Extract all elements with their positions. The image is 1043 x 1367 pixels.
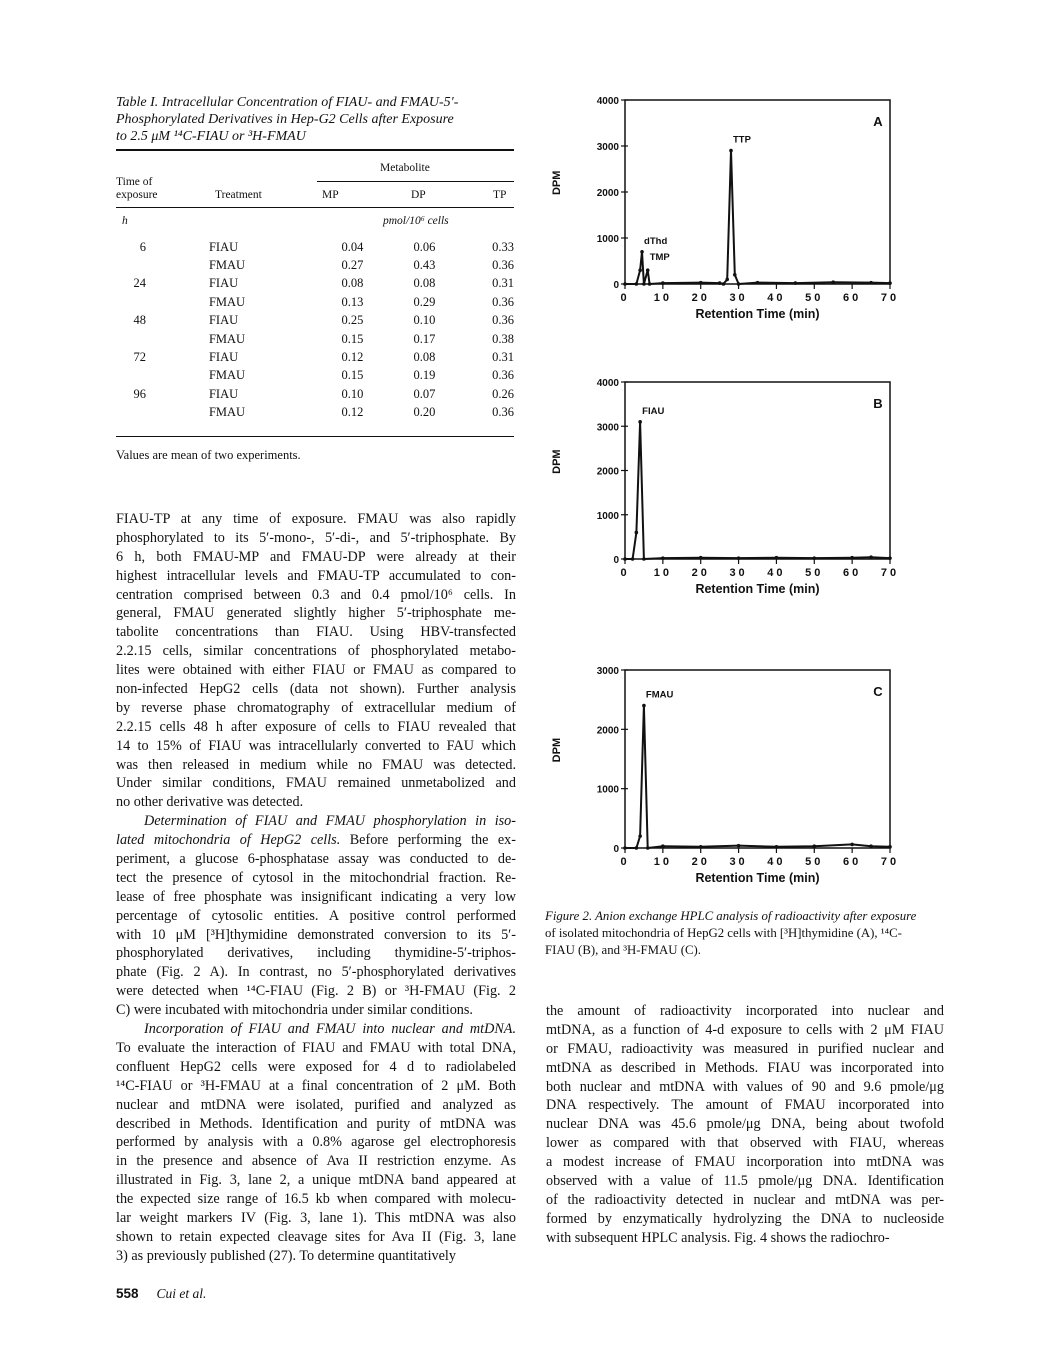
text-line: tect the presence of cytosol in the mitochondrial fraction. Re- [116, 869, 516, 886]
data-point [646, 268, 650, 272]
left-column [116, 510, 516, 1266]
data-point [661, 556, 665, 560]
data-point [775, 556, 779, 560]
data-series-line [625, 151, 890, 284]
text-line: non-infected HepG2 cells (data not shown). Further analysis [116, 681, 516, 698]
table-cell-mp: 0.10 [341, 386, 364, 401]
table-top-rule [116, 149, 514, 151]
paragraph-2 [116, 812, 516, 1020]
data-point [775, 845, 779, 849]
text-line: nuclear DNA was 45.6 pmole/μg DNA, being about twofold [546, 1116, 944, 1133]
table-row [116, 367, 514, 385]
data-point [737, 282, 741, 286]
y-tick-label: 4000 [596, 96, 619, 107]
peak-label: dThd [644, 235, 668, 247]
y-tick-label: 3000 [596, 666, 619, 677]
text-line: mtDNA, as a function of 4-d exposure to cells with 2 μM FIAU [546, 1021, 944, 1038]
y-tick-label: 1000 [596, 510, 619, 522]
figure-caption-line: FIAU (B), and ³H-FMAU (C). [545, 943, 701, 957]
text-line: with subsequent HPLC analysis. Fig. 4 shows the radiochro- [546, 1229, 890, 1246]
data-point [648, 282, 652, 286]
x-tick-label: 70 [880, 292, 900, 304]
text-line: lated mitochondria of HepG2 cells. Before performing the ex- [116, 832, 516, 849]
table-cell-mp: 0.15 [341, 368, 364, 383]
data-point [623, 557, 627, 561]
table-cell-dp: 0.10 [413, 313, 436, 328]
data-point [794, 281, 798, 285]
text-line: was then released in medium while no FMAU was detected. [116, 756, 516, 773]
table-cell-dp: 0.08 [413, 276, 436, 291]
panel-label: C [873, 684, 883, 699]
data-series-line [625, 422, 890, 559]
peak-label: TMP [649, 251, 670, 263]
table-cell-treatment: FMAU [208, 368, 246, 383]
data-point [722, 282, 726, 286]
table-cell-time [116, 256, 146, 274]
table-cell-mp: 0.25 [341, 313, 364, 328]
x-tick-label: 40 [767, 292, 786, 304]
text-line: tabolite concentrations than FIAU. Using HBV-transfected [116, 624, 516, 641]
run-in-heading: Determination of FIAU and FMAU phosphorylation in iso- [144, 813, 516, 830]
y-tick-label: 1000 [596, 784, 619, 796]
data-point [756, 281, 760, 285]
data-point [718, 281, 722, 285]
table-caption-line: to 2.5 μM ¹⁴C-FIAU or ³H-FMAU [116, 129, 306, 144]
text-line: illustrated in Fig. 3, lane 2, a unique mtDNA band appeared at [116, 1172, 516, 1189]
text-line: 3) as previously published (27). To determine quantitatively [116, 1247, 456, 1264]
data-point [888, 281, 892, 285]
data-point [631, 557, 635, 561]
dp-header: DP [411, 189, 426, 201]
table-cell-time [116, 330, 146, 348]
data-point [869, 844, 873, 848]
text-line: or FMAU, radioactivity was measured in purified nuclear and [546, 1040, 944, 1057]
table-cell-time: 6 [139, 239, 146, 254]
text-line: phate (Fig. 2 A). In contrast, no 5′-phosphorylated derivatives [116, 964, 516, 981]
table-cell-mp: 0.27 [341, 258, 364, 273]
table-bottom-rule [116, 436, 514, 437]
figure-2 [530, 85, 930, 905]
metabolite-rule [317, 181, 514, 182]
y-tick-label: 2000 [596, 466, 619, 478]
peak-label: TTP [733, 134, 751, 146]
data-point [869, 555, 873, 559]
text-line: lar weight markers IV (Fig. 3, lane 1). This mtDNA was also [116, 1209, 516, 1226]
table-cell-time [116, 404, 146, 422]
table-cell-dp: 0.29 [413, 294, 436, 309]
x-tick-label: 20 [691, 567, 710, 579]
x-tick-label: 40 [767, 856, 786, 868]
data-point [737, 844, 741, 848]
data-point [699, 556, 703, 560]
metabolite-table [116, 238, 514, 422]
unit-conc: pmol/10⁶ cells [383, 215, 449, 227]
table-row [116, 275, 514, 293]
figure-caption [545, 908, 943, 959]
table-row [116, 256, 514, 274]
y-tick-label: 3000 [596, 422, 619, 434]
table-cell-tp: 0.36 [492, 258, 514, 273]
data-point [638, 268, 642, 272]
paragraph-3 [116, 1020, 516, 1266]
panel-label: A [873, 114, 883, 129]
table-caption-line: Phosphorylated Derivatives in Hep-G2 Cells after Exposure [116, 112, 454, 127]
table-caption-line: Table I. Intracellular Concentration of FIAU- and FMAU-5′- [116, 95, 459, 110]
y-tick-label: 1000 [596, 234, 619, 245]
text-line: Under similar conditions, FMAU remained unmetabolized and [116, 775, 516, 792]
data-point [888, 556, 892, 560]
x-tick-label: 60 [843, 856, 862, 868]
table-cell-dp: 0.43 [413, 258, 436, 273]
table-cell-treatment: FIAU [208, 386, 239, 401]
time-header-line: exposure [116, 189, 158, 201]
text-line: no other derivative was detected. [116, 794, 304, 811]
data-point [623, 282, 627, 286]
data-point [661, 281, 665, 285]
x-tick-label: 10 [653, 856, 672, 868]
page-number: 558 [116, 1286, 139, 1301]
data-point [635, 282, 639, 286]
table-cell-tp: 0.36 [492, 368, 514, 383]
text-line: shown to retain expected cleavage sites for Ava II (Fig. 3, lane [116, 1228, 516, 1245]
text-line: 2.2.15 cells 48 h after exposure of cells to FIAU revealed that [116, 718, 516, 735]
peak-label: FMAU [645, 689, 674, 701]
data-point [725, 278, 729, 282]
time-header-line: Time of [116, 176, 153, 188]
table-cell-tp: 0.33 [492, 239, 514, 254]
plot-frame [625, 382, 890, 559]
text-line: observed with a value of 11.5 pmole/μg DNA. Identification [546, 1173, 944, 1190]
text-line: general, FMAU generated slightly higher 5′-triphosphate me- [116, 605, 516, 622]
text-line: performed by analysis with a 0.8% agarose gel electrophoresis [116, 1134, 516, 1151]
table-caption [116, 94, 516, 145]
table-cell-mp: 0.08 [341, 276, 364, 291]
x-tick-label: 20 [691, 856, 710, 868]
text-line: the expected size range of 16.5 kb when compared with molecu- [116, 1191, 516, 1208]
peak-label: FIAU [642, 405, 665, 417]
figure-caption-line: of isolated mitochondria of HepG2 cells with [³H]thymidine (A), ¹⁴C- [545, 926, 902, 940]
x-tick-label: 50 [805, 856, 824, 868]
table-cell-treatment: FMAU [208, 258, 246, 273]
running-authors: Cui et al. [156, 1286, 207, 1301]
x-tick-label: 0 [620, 567, 630, 579]
text-line: C) were incubated with mitochondria under similar conditions. [116, 1002, 473, 1019]
x-tick-label: 60 [843, 567, 862, 579]
run-in-heading: Incorporation of FIAU and FMAU into nuclear and mtDNA. [144, 1021, 516, 1038]
text-line: To evaluate the interaction of FIAU and FMAU with total DNA, [116, 1039, 516, 1056]
figure-caption-line [545, 908, 943, 925]
table-cell-time: 72 [133, 350, 146, 365]
text-line: ¹⁴C-FIAU or ³H-FMAU at a final concentration of 2 μM. Both [116, 1077, 516, 1094]
table-cell-dp: 0.07 [413, 386, 436, 401]
table-cell-mp: 0.04 [341, 239, 364, 254]
x-axis-label: Retention Time (min) [695, 871, 820, 885]
text-line: a modest increase of FMAU incorporation into mtDNA was [546, 1154, 944, 1171]
table-cell-mp: 0.12 [341, 405, 364, 420]
y-tick-label: 3000 [596, 142, 619, 153]
unit-time: h [122, 215, 128, 227]
x-tick-label: 60 [843, 292, 862, 304]
data-point [642, 557, 646, 561]
x-tick-label: 30 [729, 292, 748, 304]
y-axis-label: DPM [551, 737, 563, 763]
x-axis-label: Retention Time (min) [695, 582, 820, 596]
text-line: phosphorylated derivatives, including thymidine-5′-triphos- [116, 945, 516, 962]
data-point [699, 845, 703, 849]
table-cell-treatment: FMAU [208, 405, 246, 420]
text-line: DNA respectively. The amount of FMAU incorporated into [546, 1097, 944, 1114]
table-row [116, 238, 514, 256]
text-line [116, 1020, 516, 1039]
x-tick-label: 30 [729, 856, 748, 868]
right-column [546, 1002, 944, 1248]
table-cell-dp: 0.08 [413, 350, 436, 365]
x-tick-label: 50 [805, 567, 824, 579]
x-tick-label: 0 [620, 292, 630, 304]
data-point [733, 273, 737, 277]
y-tick-label: 2000 [596, 725, 619, 737]
table-row [116, 293, 514, 311]
run-in-heading: lated mitochondria of HepG2 cells. [116, 832, 341, 849]
table-header-rule [116, 207, 514, 208]
text-line: lease of free phosphate was insignificant indicating a very low [116, 888, 516, 905]
text-line: formed by enzymatically hydrolyzing the DNA to nucleoside [546, 1210, 944, 1227]
text-line: periment, a glucose 6-phosphatase assay was conducted to de- [116, 851, 516, 868]
data-series-line [625, 706, 890, 848]
data-point [850, 843, 854, 847]
table-cell-tp: 0.38 [492, 331, 514, 346]
text-line: with 10 μM [³H]thymidine demonstrated conversion to its 5′- [116, 926, 516, 943]
text-line: FIAU-TP at any time of exposure. FMAU was also rapidly [116, 511, 516, 527]
data-point [635, 531, 639, 535]
paragraph-1 [116, 510, 516, 812]
table-cell-mp: 0.15 [341, 331, 364, 346]
panel-label: B [873, 396, 883, 411]
text-line: centration comprised between 0.3 and 0.4 pmol/10⁶ cells. In [116, 586, 516, 603]
table-cell-tp: 0.36 [492, 294, 514, 309]
x-axis-label: Retention Time (min) [695, 307, 820, 321]
data-point [635, 846, 639, 850]
table-row [116, 330, 514, 348]
table-row [116, 348, 514, 366]
data-point [640, 250, 644, 254]
x-tick-label: 70 [880, 856, 900, 868]
data-point [699, 281, 703, 285]
data-point [623, 846, 627, 850]
metabolite-header: Metabolite [380, 162, 430, 174]
text-line: confluent HepG2 cells were exposed for 4 d to radiolabeled [116, 1058, 516, 1075]
x-tick-label: 20 [691, 292, 710, 304]
text-line: both nuclear and mtDNA with values of 90 and 9.6 pmole/μg [546, 1078, 944, 1095]
text-line: nuclear and mtDNA were isolated, purified and analyzed as [116, 1096, 516, 1113]
tp-header: TP [493, 189, 507, 201]
paragraph-4 [546, 1002, 944, 1248]
data-point [812, 556, 816, 560]
time-header [116, 176, 158, 202]
x-tick-label: 0 [620, 856, 630, 868]
data-point [638, 420, 642, 424]
table-cell-treatment: FIAU [208, 350, 239, 365]
table-cell-treatment: FIAU [208, 239, 239, 254]
x-tick-label: 10 [653, 292, 672, 304]
table-cell-tp: 0.31 [492, 276, 514, 291]
data-point [646, 846, 650, 850]
data-point [638, 834, 642, 838]
table-row [116, 404, 514, 422]
table-cell-tp: 0.26 [492, 386, 514, 401]
text-line: described in Methods. Identification and purity of mtDNA was [116, 1115, 516, 1132]
text-line: were detected when ¹⁴C-FIAU (Fig. 2 B) or ³H-FMAU (Fig. 2 [116, 983, 516, 1000]
y-axis-label: DPM [551, 170, 563, 196]
table-note: Values are mean of two experiments. [116, 448, 301, 462]
text-line: phosphorylated to its 5′-mono-, 5′-di-, and 5′-triphosphate. By [116, 529, 516, 546]
text-line: by reverse phase chromatography of extracellular medium of [116, 699, 516, 716]
mp-header: MP [322, 189, 339, 201]
table-cell-time: 48 [133, 313, 146, 328]
table-row [116, 385, 514, 403]
y-tick-label: 0 [613, 555, 619, 566]
table-cell-dp: 0.20 [413, 405, 436, 420]
data-point [812, 844, 816, 848]
table-cell-dp: 0.19 [413, 368, 436, 383]
text-line: 6 h, both FMAU-MP and FMAU-DP were already at their [116, 548, 516, 565]
figure-caption-line-text: Figure 2. Anion exchange HPLC analysis of radioactivity after exposure [545, 909, 917, 923]
x-tick-label: 30 [729, 567, 748, 579]
text-line: lites were obtained with either FIAU or FMAU as compared to [116, 662, 516, 679]
data-point [850, 556, 854, 560]
table-cell-tp: 0.36 [492, 313, 514, 328]
table-cell-time: 24 [133, 276, 146, 291]
table-cell-treatment: FIAU [208, 313, 239, 328]
data-point [831, 280, 835, 284]
y-tick-label: 2000 [596, 188, 619, 199]
table-cell-time [116, 293, 146, 311]
table-cell-dp: 0.06 [413, 239, 436, 254]
y-tick-label: 0 [613, 280, 619, 291]
x-tick-label: 70 [880, 567, 900, 579]
text-line: highest intracellular levels and FMAU-TP accumulated to con- [116, 567, 516, 584]
text-line: of the radioactivity detected in nuclear and mtDNA was per- [546, 1191, 944, 1208]
x-tick-label: 10 [653, 567, 672, 579]
table-cell-mp: 0.12 [341, 350, 364, 365]
text-line: the amount of radioactivity incorporated into nuclear and [546, 1003, 944, 1019]
data-point [642, 704, 646, 708]
y-tick-label: 0 [613, 844, 619, 855]
treatment-header: Treatment [215, 189, 262, 201]
data-point [661, 844, 665, 848]
table-cell-time [116, 367, 146, 385]
data-point [642, 282, 646, 286]
table-cell-treatment: FMAU [208, 294, 246, 309]
data-point [869, 281, 873, 285]
text-line: mtDNA as described in Methods. FIAU was incorporated into [546, 1059, 944, 1076]
text-line: percentage of cytosolic entities. A positive control performed [116, 907, 516, 924]
data-point [729, 149, 733, 153]
text-line: 14 to 15% of FIAU was intracellularly converted to FAU which [116, 737, 516, 754]
table-cell-treatment: FMAU [208, 331, 246, 346]
y-tick-label: 4000 [596, 378, 619, 389]
table-cell-mp: 0.13 [341, 294, 364, 309]
data-point [737, 556, 741, 560]
table-row [116, 312, 514, 330]
table-cell-dp: 0.17 [413, 331, 436, 346]
table-cell-tp: 0.31 [492, 350, 514, 365]
table-cell-treatment: FIAU [208, 276, 239, 291]
text-line: in the presence and absence of Ava II restriction enzyme. As [116, 1153, 516, 1170]
x-tick-label: 50 [805, 292, 824, 304]
text-line: 2.2.15 cells, similar concentrations of phosphorylated metabo- [116, 643, 516, 660]
text-line: lower as compared with that observed with FIAU, whereas [546, 1135, 944, 1152]
text-line [116, 812, 516, 831]
x-tick-label: 40 [767, 567, 786, 579]
data-point [888, 845, 892, 849]
table-cell-tp: 0.36 [492, 405, 514, 420]
y-axis-label: DPM [551, 449, 563, 474]
table-cell-time: 96 [133, 386, 146, 401]
page-footer [116, 1286, 206, 1302]
